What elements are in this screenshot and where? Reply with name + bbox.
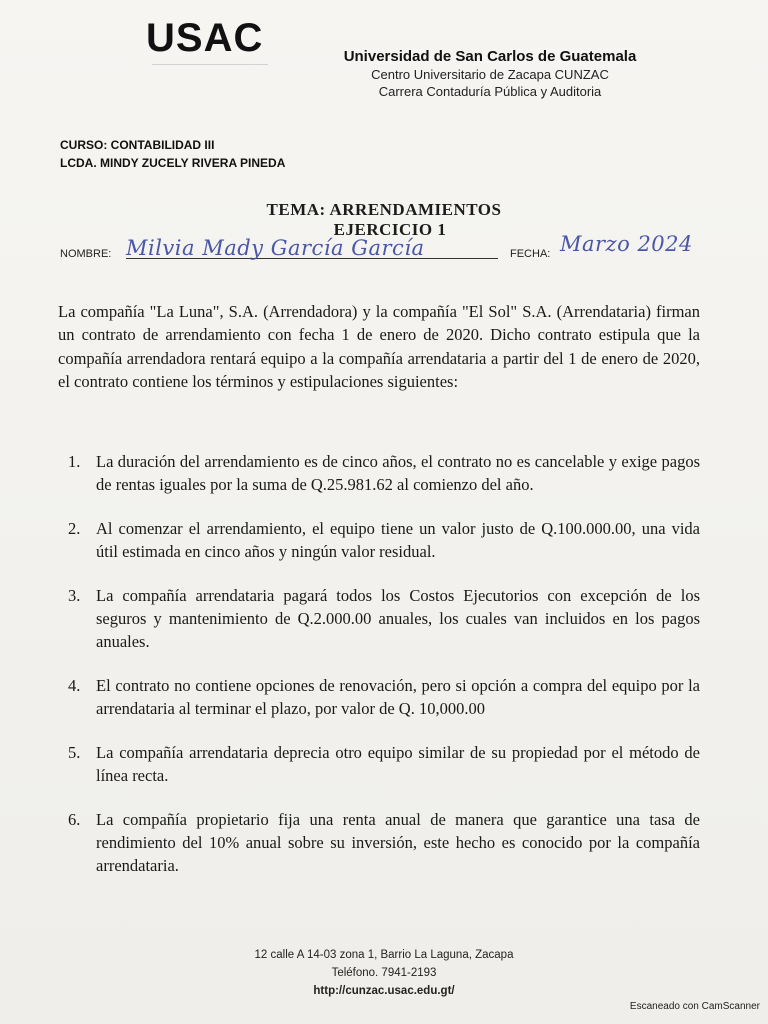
usac-logo: USAC (146, 16, 264, 60)
list-item (68, 450, 700, 496)
footer-address: 12 calle A 14-03 zona 1, Barrio La Laguna, Zacapa (254, 949, 514, 961)
list-item (68, 584, 700, 653)
footer-phone: Teléfono. 7941-2193 (331, 967, 437, 979)
item-text: La compañía arrendataria deprecia otro equipo similar de su propiedad por el método de línea recta. (96, 743, 700, 785)
course-info (60, 136, 285, 172)
center-name: Centro Universitario de Zacapa CUNZAC (371, 67, 609, 82)
university-header (300, 48, 680, 99)
item-text: La compañía arrendataria pagará todos los Costos Ejecutorios con excepción de los seguros y mantenimiento de Q.2.000.00 anuales, los cuales van incluidos en los pagos anuales. (96, 586, 700, 651)
camscanner-watermark: Escaneado con CamScanner (629, 1001, 760, 1012)
item-text: La compañía propietario fija una renta anual de manera que garantice una tasa de rendimiento del 10% anual sobre su inversión, este hecho es conocido por la compañía arrendataria. (96, 810, 700, 875)
instructor-name: LCDA. MINDY ZUCELY RIVERA PINEDA (60, 156, 286, 170)
name-date-row (60, 232, 720, 264)
topic-title: TEMA: ARRENDAMIENTOS (266, 200, 502, 219)
list-item (68, 808, 700, 877)
fecha-label: FECHA: (510, 248, 551, 260)
course-name: CURSO: CONTABILIDAD III (60, 138, 215, 152)
item-number: 4. (68, 676, 81, 695)
item-text: Al comenzar el arrendamiento, el equipo tiene un valor justo de Q.100.000.00, una vida útil estimada en cinco años y ningún valor residual. (96, 519, 700, 561)
fecha-handwritten: Marzo 2024 (560, 232, 693, 256)
career-name: Carrera Contaduría Pública y Auditoria (378, 84, 602, 99)
intro-paragraph: La compañía "La Luna", S.A. (Arrendadora) y la compañía "El Sol" S.A. (Arrendataria) firman un contrato de arrendamiento con fecha 1 de enero de 2020. Dicho contrato estipula que la compañía arrendadora rentará equipo a la compañía arrendataria a partir del 1 de enero de 2020, el contrato contiene los términos y estipulaciones siguientes: (58, 302, 700, 391)
item-number: 1. (68, 452, 81, 471)
list-item (68, 741, 700, 787)
nombre-handwritten: Milvia Mady García García (126, 236, 498, 259)
item-number: 3. (68, 586, 81, 605)
university-name: Universidad de San Carlos de Guatemala (343, 48, 637, 65)
item-text: El contrato no contiene opciones de renovación, pero si opción a compra del equipo por la arrendataria al terminar el plazo, por valor de Q. 10,000.00 (96, 676, 700, 718)
item-number: 5. (68, 743, 81, 762)
logo-divider (152, 64, 268, 71)
footer-website: http://cunzac.usac.edu.gt/ (313, 985, 455, 997)
page-footer (0, 946, 768, 1000)
nombre-label: NOMBRE: (60, 248, 112, 260)
item-text: La duración del arrendamiento es de cinco años, el contrato no es cancelable y exige pagos de rentas iguales por la suma de Q.25.981.62 al comienzo del año. (96, 452, 700, 494)
exercise-title: EJERCICIO 1 (333, 220, 447, 239)
list-item (68, 517, 700, 563)
list-item (68, 674, 700, 720)
item-number: 6. (68, 810, 81, 829)
item-number: 2. (68, 519, 81, 538)
terms-list (68, 450, 700, 898)
